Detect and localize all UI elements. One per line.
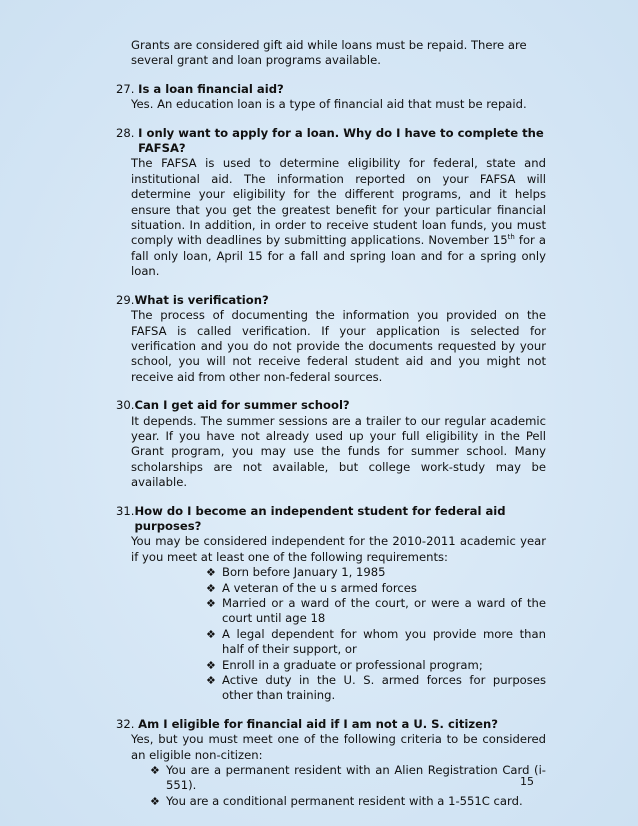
list-item: ❖ A legal dependent for whom you provide more than half of their support, or: [206, 626, 546, 657]
faq-content: [116, 38, 546, 809]
diamond-bullet-icon: ❖: [206, 597, 216, 610]
question-30: [116, 398, 546, 490]
non-citizen-criteria-list: [150, 763, 546, 809]
diamond-bullet-icon: ❖: [206, 581, 216, 595]
question-number: 27.: [116, 81, 139, 96]
intro-paragraph: Grants are considered gift aid while loans must be repaid. There are several grant and loan programs available.: [131, 38, 527, 68]
question-title: Can I get aid for summer school?: [134, 398, 350, 413]
question-31: [116, 504, 546, 704]
question-title: I only want to apply for a loan. Why do I have to complete the FAFSA?: [138, 125, 544, 156]
list-item: ❖ Married or a ward of the court, or were a ward of the court until age 18: [206, 596, 546, 626]
question-27: [116, 82, 546, 113]
question-number: 31.: [116, 503, 135, 518]
list-item: ❖ A veteran of the u s armed forces: [206, 580, 417, 595]
diamond-bullet-icon: ❖: [206, 658, 216, 672]
independence-criteria-list: [206, 565, 546, 704]
page-number: 15: [520, 775, 534, 788]
list-item: ❖ You are a conditional permanent resident with a 1-551C card.: [150, 793, 523, 808]
diamond-bullet-icon: ❖: [206, 566, 216, 580]
question-29: [116, 293, 546, 385]
diamond-bullet-icon: ❖: [206, 627, 216, 641]
answer-text: The FAFSA is used to determine eligibility for federal, state and institutional aid. The information reported on your FAFSA will determine your eligibility for the different programs, and it helps ensure that you get the greatest benefit for your particular financial situation. In addition, in order to receive student loan funds, you must comply with deadlines by submitting applications. November 15th for a fall only loan, April 15 for a fall and spring loan and for a spring only loan.: [131, 156, 547, 279]
answer-text: The process of documenting the information you provided on the FAFSA is called verification. If your application is selected for verification and you do not provide the documents requested by your school, you will not receive federal student aid and you might not receive aid from other non-federal sources.: [131, 308, 546, 384]
list-item: ❖ Enroll in a graduate or professional program;: [206, 657, 483, 672]
diamond-bullet-icon: ❖: [206, 674, 216, 688]
question-title: Am I eligible for financial aid if I am not a U. S. citizen?: [138, 716, 498, 731]
question-28: [116, 126, 546, 280]
list-item: ❖ Born before January 1, 1985: [206, 565, 386, 580]
list-item: ❖ Active duty in the U. S. armed forces for purposes other than training.: [206, 673, 546, 703]
question-title: Is a loan financial aid?: [138, 81, 284, 96]
answer-text: You may be considered independent for the 2010-2011 academic year if you meet at least one of the following requirements:: [131, 534, 546, 564]
list-item: ❖ You are a permanent resident with an Alien Registration Card (i-551).: [150, 763, 546, 793]
question-title: What is verification?: [134, 292, 269, 307]
answer-text: Yes, but you must meet one of the following criteria to be considered an eligible non-citizen:: [131, 732, 546, 762]
answer-text: Yes. An education loan is a type of financial aid that must be repaid.: [131, 97, 527, 112]
answer-text: It depends. The summer sessions are a trailer to our regular academic year. If you have not already used up your full eligibility in the Pell Grant program, you may use the funds for summer school. Many scholarships are not available, but college work-study may be available.: [131, 413, 546, 490]
question-number: 32.: [116, 716, 139, 731]
question-number: 30.: [116, 398, 135, 413]
question-32: [116, 717, 546, 809]
diamond-bullet-icon: ❖: [150, 764, 160, 778]
diamond-bullet-icon: ❖: [150, 794, 160, 808]
question-number: 29.: [116, 292, 135, 307]
question-number: 28.: [116, 125, 139, 140]
question-title: How do I become an independent student for federal aid purposes?: [134, 503, 506, 533]
